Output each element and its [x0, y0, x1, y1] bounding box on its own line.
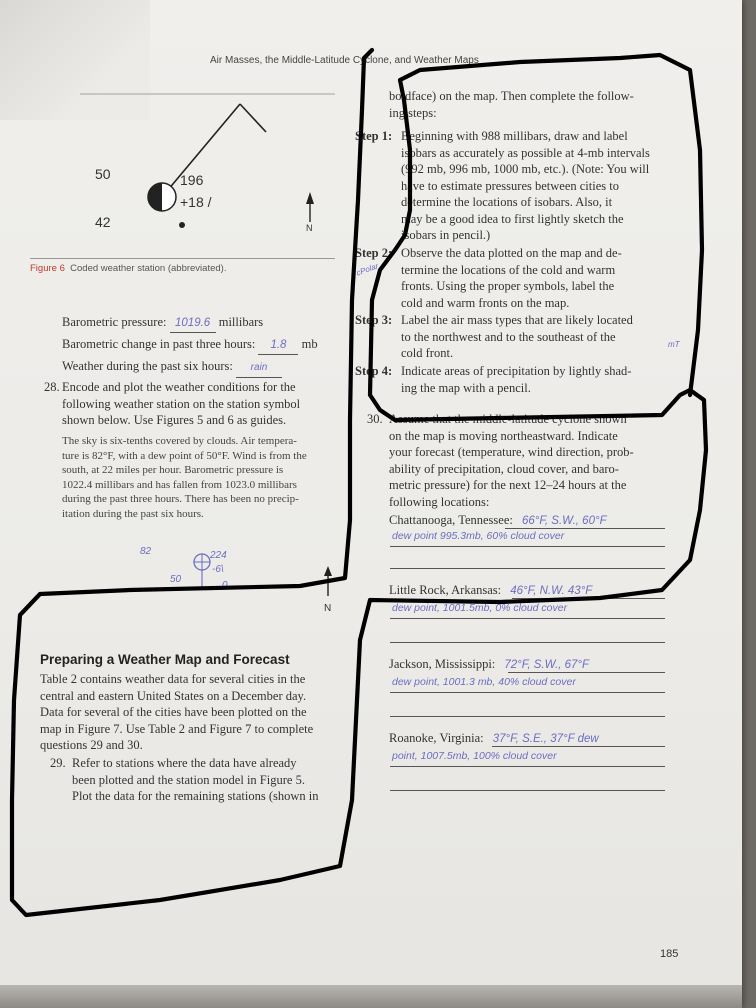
running-header: Air Masses, the Middle-Latitude Cyclone, and Weather Maps: [210, 55, 479, 66]
baro-pressure-row: Barometric pressure: 1019.6 millibars: [62, 314, 263, 333]
plot-zero: 0: [222, 580, 228, 591]
jackson-answer-2: dew point, 1001.3 mb, 40% cloud cover: [392, 676, 576, 688]
q28-number: 28.: [44, 380, 60, 394]
figure6-caption: Figure 6 Coded weather station (abbreviated).: [30, 263, 227, 274]
desk-surface: [0, 985, 742, 1008]
right-continuation: boldface) on the map. Then complete the follow- ing steps:: [389, 89, 634, 120]
step-3: Step 3: Label the air mass types that are likely located to the northwest and to the southeast of the cold front.: [355, 313, 633, 360]
step-4: Step 4: Indicate areas of precipitation by lightly shad- ing the map with a pencil.: [355, 364, 632, 395]
figure6-temp: 50: [95, 166, 111, 182]
city-jackson: Jackson, Mississippi: 72°F, S.W., 67°F: [389, 657, 590, 671]
figure6-north-label: N: [306, 223, 313, 233]
section-title: Preparing a Weather Map and Forecast: [40, 652, 290, 667]
margin-note-step2: cPolar: [355, 261, 380, 278]
plot-dew: 50: [170, 574, 182, 585]
plot-temp: 82: [140, 546, 152, 557]
weather-answer: rain: [236, 360, 282, 378]
weather-row: Weather during the past six hours: rain: [62, 358, 282, 378]
q29-number: 29.: [50, 756, 66, 770]
plot-change: -6\: [212, 564, 224, 575]
q30-number: 30.: [367, 412, 383, 426]
plot-pressure: 224: [210, 550, 227, 561]
q28-text: Encode and plot the weather conditions for the following weather station on the station symbol shown below. Use Figures 5 and 6 as guides.: [62, 380, 301, 427]
jackson-answer-1: 72°F, S.W., 67°F: [504, 659, 590, 671]
little-rock-answer-1: 46°F, N.W. 43°F: [510, 585, 593, 597]
page-number: 185: [660, 948, 679, 960]
q28-details: The sky is six-tenths covered by clouds. Air tempera- ture is 82°F, with a dew point of 50°F. Wind is from the south, at 22 miles per hour. Barometric pressure is 1022.4 millibars and has fallen from 1023.0 millibars during the past three hours. There has been no precip- itation during the past six hours.: [62, 435, 307, 520]
city-roanoke: Roanoke, Virginia: 37°F, S.E., 37°F dew: [389, 731, 599, 745]
q30-text: Assume that the middle-latitude cyclone shown on the map is moving northeastward. Indicate your forecast (temperature, wind direction, prob- ability of precipitation, cloud cover, and baro- metric pressure) for the next 12–24 hours at the following locations:: [389, 412, 634, 509]
figure6-pressure: 196: [180, 172, 204, 188]
little-rock-answer-2: dew point, 1001.5mb, 0% cloud cover: [392, 602, 568, 614]
city-little-rock: Little Rock, Arkansas: 46°F, N.W. 43°F: [389, 583, 593, 597]
figure6-pressure-change: +18 /: [180, 194, 212, 210]
chattanooga-answer-2: dew point 995.3mb, 60% cloud cover: [392, 530, 565, 542]
step-2: Step 2: Observe the data plotted on the map and de- termine the locations of the cold and warm fronts. Using the proper symbols, label the cold and warm fronts on the map.: [355, 246, 622, 310]
baro-pressure-answer: 1019.6: [170, 315, 216, 333]
step-1: Step 1: Beginning with 988 millibars, draw and label isobars as accurately as possible at 4-mb intervals (992 mb, 996 mb, 1000 mb, etc.). (Note: You will have to estimate pressures between cities to determine the locations of isobars. Also, it may be a good idea to first lightly sketch the isobars in pencil.): [355, 129, 650, 242]
q29-text: Refer to stations where the data have already been plotted and the station model in Figure 5. Plot the data for the remaining stations (shown in: [72, 756, 319, 803]
roanoke-answer-2: point, 1007.5mb, 100% cloud cover: [392, 750, 557, 762]
baro-change-row: Barometric change in past three hours: 1.8 mb: [62, 336, 318, 355]
baro-change-answer: 1.8: [258, 337, 298, 355]
chattanooga-answer-1: 66°F, S.W., 60°F: [521, 515, 607, 527]
section-intro: Table 2 contains weather data for several cities in the central and eastern United States on a December day. Data for several of the cities have been plotted on the map in Figure 7. Use Table 2 and Figure 7 to complete questions 29 and 30.: [40, 672, 314, 752]
plot-north-label: N: [324, 603, 332, 614]
city-chattanooga: Chattanooga, Tennessee: 66°F, S.W., 60°F: [389, 513, 607, 527]
figure6-dewpoint: 42: [95, 214, 111, 230]
roanoke-answer-1: 37°F, S.E., 37°F dew: [492, 733, 599, 745]
margin-note-step3: mT: [668, 340, 680, 349]
